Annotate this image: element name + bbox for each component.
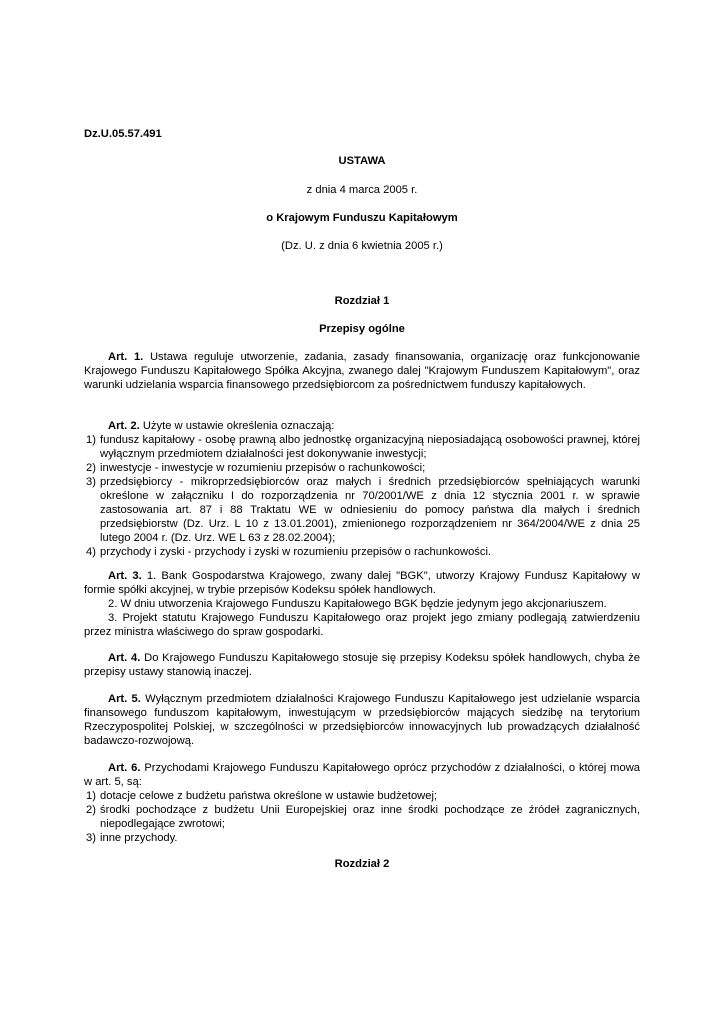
list-item [84,475,640,545]
article-4-text: Do Krajowego Funduszu Kapitałowego stosuje się przepisy Kodeksu spółek handlowych, chyba że przepisy ustawy stanowią inaczej. [84,652,641,678]
article-6-label: Art. 6. [108,762,141,774]
article-3-label: Art. 3. [108,570,142,582]
publication-note: (Dz. U. z dnia 6 kwietnia 2005 r.) [281,240,443,252]
document-subject: o Krajowym Funduszu Kapitałowym [266,212,458,224]
list-item-number: 2) [86,804,96,816]
document-type: USTAWA [338,155,386,167]
list-item-number: 3) [86,832,96,844]
list-item [84,461,640,475]
article-5-label: Art. 5. [108,693,141,705]
list-item-text: inwestycje - inwestycje w rozumieniu przepisów o rachunkowości; [100,462,426,474]
list-item-number: 3) [86,476,96,488]
chapter-1-name: Przepisy ogólne [319,323,405,335]
list-item [84,789,640,803]
list-item [84,433,640,461]
list-item-number: 1) [86,434,96,446]
article-1-text: Ustawa reguluje utworzenie, zadania, zasady finansowania, organizację oraz funkcjonowanie Krajowego Funduszu Kapitałowego Spółka Akcyjna, zwanego dalej "Krajowym Funduszem Kapitałowym", oraz warunki udzielania wsparcia finansowego przedsiębiorcom za pośrednictwem funduszy kapitałowych. [84,351,640,391]
article-5 [84,692,640,748]
chapter-1-title: Rozdział 1 [334,295,390,307]
article-1-label: Art. 1. [108,351,144,363]
list-item-text: przychody i zyski - przychody i zyski w rozumieniu przepisów o rachunkowości. [100,546,492,558]
document-date: z dnia 4 marca 2005 r. [306,184,418,196]
article-1 [84,350,640,392]
article-4-label: Art. 4. [108,652,141,664]
article-2 [84,419,640,559]
list-item-text: inne przychody. [100,832,178,844]
article-6-intro: Przychodami Krajowego Funduszu Kapitałowego oprócz przychodów z działalności, o której mowa w art. 5, są: [84,762,640,788]
list-item-text: fundusz kapitałowy - osobę prawną albo jednostkę organizacyjną nieposiadającą osobowości prawnej, której wyłącznym przedmiotem działalności jest dokonywanie inwestycji; [100,434,640,460]
article-3-paragraph-3: 3. Projekt statutu Krajowego Funduszu Kapitałowego oraz projekt jego zmiany podlegają zatwierdzeniu przez ministra właściwego do spraw gospodarki. [84,612,640,638]
article-3-paragraph-2: 2. W dniu utworzenia Krajowego Funduszu Kapitałowego BGK będzie jedynym jego akcjonariuszem. [108,598,607,610]
article-4 [84,651,640,679]
list-item [84,803,640,831]
list-item [84,831,640,845]
article-3-paragraph-1: 1. Bank Gospodarstwa Krajowego, zwany dalej "BGK", utworzy Krajowy Fundusz Kapitałowy w formie spółki akcyjnej, w trybie przepisów Kodeksu spółek handlowych. [84,570,640,596]
article-2-label: Art. 2. [108,420,140,432]
article-2-intro: Użyte w ustawie określenia oznaczają: [142,420,335,432]
list-item-text: dotacje celowe z budżetu państwa określone w ustawie budżetowej; [100,790,438,802]
article-6 [84,761,640,845]
document-reference: Dz.U.05.57.491 [84,128,162,140]
list-item [84,545,640,559]
list-item-text: przedsiębiorcy - mikroprzedsiębiorców oraz małych i średnich przedsiębiorców spełniających warunki określone w załączniku I do rozporządzenia nr 70/2001/WE z dnia 12 stycznia 2001 r. w sprawie zastosowania art. 87 i 88 Traktatu WE w odniesieniu do pomocy państwa dla małych i średnich przedsiębiorstw (Dz. Urz. L 10 z 13.01.2001), zmienionego rozporządzeniem nr 364/2004/WE z dnia 25 lutego 2004 r. (Dz. Urz. WE L 63 z 28.02.2004); [100,476,640,544]
list-item-text: środki pochodzące z budżetu Unii Europejskiej oraz inne środki pochodzące ze źródeł zagranicznych, niepodlegające zwrotowi; [100,804,640,830]
article-3 [84,569,640,639]
list-item-number: 4) [86,546,96,558]
list-item-number: 1) [86,790,96,802]
article-5-text: Wyłącznym przedmiotem działalności Krajowego Funduszu Kapitałowego jest udzielanie wsparcia finansowego funduszom kapitałowym, inwestującym w przedsiębiorców mających siedzibę na terytorium Rzeczypospolitej Polskiej, w szczególności w przedsiębiorców innowacyjnych lub prowadzących działalność badawczo-rozwojową. [84,693,640,747]
list-item-number: 2) [86,462,96,474]
chapter-2-title: Rozdział 2 [334,858,390,870]
